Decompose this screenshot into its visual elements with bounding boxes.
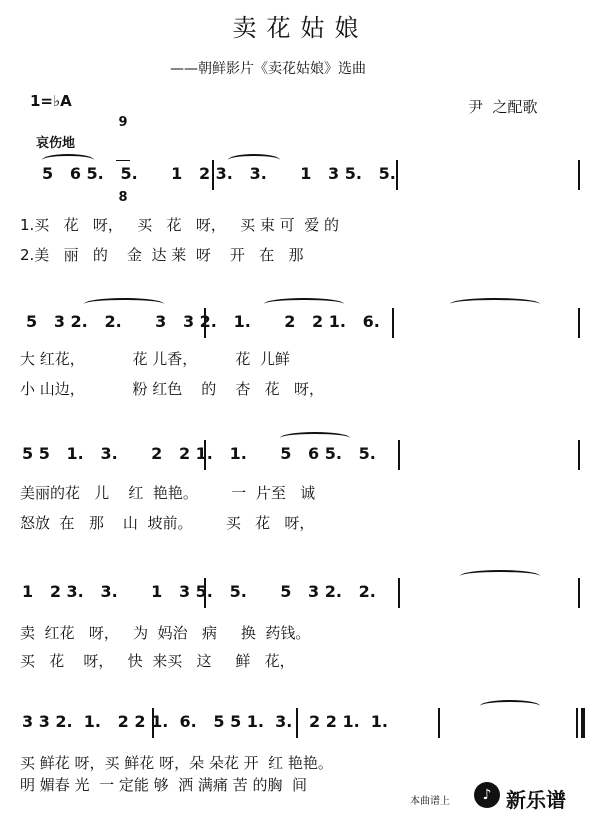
slur [84,298,164,310]
barline [438,708,440,738]
barline [392,308,394,338]
notes-line: 3 3 2. 1. 2 2 1. 6. 5 5 1. 3. 2 2 1. 1. [22,712,389,731]
notes-line: 5 5 1. 3. 2 2 1. 1. 5 6 5. 5. [22,444,376,463]
lyrics-verse-1: 卖 红花 呀， 为 妈治 病 换 药钱。 [20,624,311,642]
final-barline-thin [576,708,578,738]
lyrics-verse-1: 美丽的花 儿 红 艳艳。 一 片至 诚 [20,484,316,502]
notes-line: 5 6 5. 5. 1 2 3. 3. 1 3 5. 5. [42,164,396,183]
lyrics-verse-2: 明 媚春 光 一 定能 够 洒 满痛 苦 的胸 间 [20,776,307,794]
slur [280,432,350,444]
brand-name: 新乐谱 [506,788,566,812]
notes-line: 1 2 3. 3. 1 3 5. 5. 5 3 2. 2. [22,582,376,601]
slur [460,570,540,582]
lyrics-verse-2: 怒放 在 那 山 坡前。 买 花 呀， [20,514,315,532]
meter-divider [116,160,130,161]
slur [450,298,540,310]
barline [578,578,580,608]
notes-line: 5 3 2. 2. 3 3 2. 1. 2 2 1. 6. [26,312,380,331]
key-signature: 1=♭A [30,92,72,110]
tempo-marking: 哀伤地 [36,136,76,151]
barline [398,578,400,608]
barline [398,440,400,470]
composer-credit: 尹 之配歌 [468,98,538,116]
barline [578,440,580,470]
lyrics-verse-1: 1.买 花 呀， 买 花 呀， 买 束 可 爱 的 [20,216,339,234]
slur [480,700,540,712]
barline [578,160,580,190]
lyrics-verse-1: 买 鲜花 呀，买 鲜花 呀，朵 朵花 开 红 艳艳。 [20,754,333,772]
meter-top: 9 [118,115,128,130]
slur [264,298,344,310]
lyrics-verse-1: 大 红花， 花 儿香， 花 儿鲜 [20,350,290,368]
music-note-icon: ♪ [474,782,500,808]
time-signature [116,88,130,219]
barline [396,160,398,190]
lyrics-verse-2: 小 山边， 粉 红色 的 杏 花 呀， [20,380,324,398]
meter-bottom: 8 [118,190,128,205]
final-barline-thick [581,708,585,738]
lyrics-verse-2: 2.美 丽 的 金 达 莱 呀 开 在 那 [20,246,304,264]
barline [578,308,580,338]
song-subtitle: ——朝鲜影片《卖花姑娘》选曲 [170,61,366,77]
song-title: 卖花姑娘 [232,14,369,42]
brand-logo [474,778,566,835]
lyrics-verse-2: 买 花 呀， 快 来买 这 鲜 花， [20,652,295,670]
footer-note: 本曲谱上 [410,796,450,807]
